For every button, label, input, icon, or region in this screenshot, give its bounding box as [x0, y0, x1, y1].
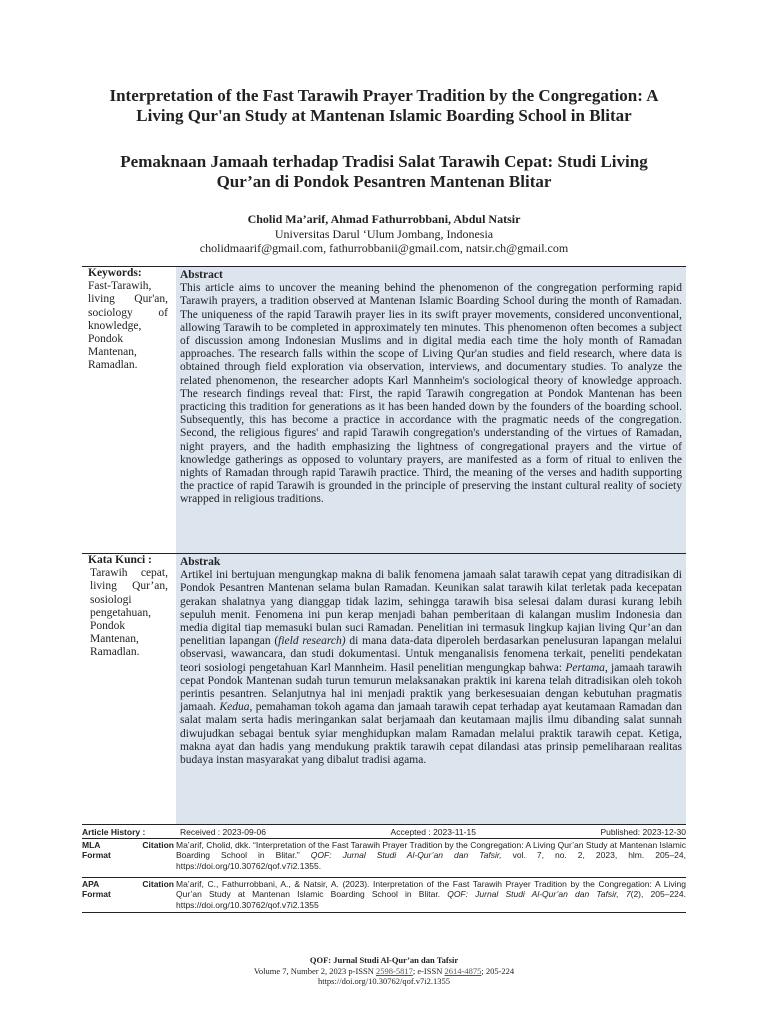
abstract-table [82, 266, 686, 825]
page-footer [150, 955, 618, 987]
footer-pissn-link[interactable]: 2598-5817 [376, 965, 413, 976]
apa-citation-text[interactable] [176, 879, 686, 910]
published-date: Published: 2023-12-30 [600, 827, 686, 837]
apa-label-c: Format [82, 889, 111, 900]
keywords-label: Keywords: [88, 267, 142, 279]
footer-volume: Volume 7, Number 2, 2023 p-ISSN [253, 965, 376, 976]
article-history-values [180, 827, 686, 837]
abstrak-part-2: di mana data-data diperoleh berdasarkan penelusuran lapangan melalui observasi, wawancara, dan studi dokumentasi. Untuk menganalisis fenomena terkait, peneliti pendekatan teori sosiologi pengetahuan Karl Mannheim. Hasil penelitian mengungkap bahwa: [180, 635, 683, 674]
mla-citation-row [82, 839, 686, 878]
mla-text-journal: QOF: Jurnal Studi Al-Qur’an dan Tafsir, [310, 850, 502, 861]
accepted-date: Accepted : 2023-11-15 [390, 827, 476, 837]
abstrak-emphasis-2: Pertama [565, 661, 605, 674]
keywords-text: Fast-Tarawih, living Qur'an, sociology of knowledge, Pondok Mantenan, Ramadlan. [88, 280, 168, 372]
article-history-row [82, 826, 686, 839]
apa-text-plain: Ma’arif, C., Fathurrobbani, A., & Natsir, A. (2023). Interpretation of the Fast Tarawih Prayer Tradition by the Congregation: A Living Qur’an Study at Mantenan Islamic Boarding School in Blitar. [176, 879, 686, 900]
indonesian-abstract-row [82, 554, 686, 825]
mla-citation-text[interactable] [176, 840, 686, 871]
apa-label [82, 879, 174, 900]
apa-label-b: Citation [142, 879, 174, 889]
author-emails[interactable]: cholidmaarif@gmail.com, fathurrobbanii@gmail.com, natsir.ch@gmail.com [199, 241, 569, 255]
footer-doi-link[interactable]: https://doi.org/10.30762/qof.v7i2.1355 [317, 976, 451, 986]
abstrak-part-3: , jamaah tarawih cepat Pondok Mantenan sudah turun temurun melaksanakan praktik ini karena telah ditradisikan oleh tokoh perintis pesantren. Selanjutnya hal ini menjadi praktik yang berkesesuaian dengan kebutuhan pragmatis jamaah. [180, 661, 682, 714]
indonesian-title: Pemaknaan Jamaah terhadap Tradisi Salat Tarawih Cepat: Studi Living Qur’an di Pondok Pesantren Mantenan Blitar [120, 152, 648, 191]
footer-eissn-link[interactable]: 2614-4875 [444, 965, 482, 976]
abstrak-text [180, 569, 682, 767]
abstract-label: Abstract [180, 269, 223, 281]
mla-label-c: Format [82, 850, 111, 861]
abstrak-part-4: , pemahaman tokoh agama dan jamaah tarawih cepat terhadap ayat keutamaan Ramadan dan salat malam serta hadis meringankan salat berjamaah dan keutamaan majlis ilmu dibanding salat sunnah diwujudkan sebagai bentuk syiar menghidupkan malam Ramadan melalui praktik tarawih cepat. Ketiga, makna ayat dan hadis yang mendukung praktik tarawih cepat dilandasi atas prinsip pemeliharaan realitas budaya instan masyarakat yang dibalut tradisi agama. [180, 701, 683, 767]
kata-kunci-label: Kata Kunci : [88, 554, 152, 566]
mla-text-plain: Ma’arif, Cholid, dkk. “Interpretation of the Fast Tarawih Prayer Tradition by the Congregation: A Living Qur’an Study at Mantenan Islamic Boarding School in Blitar.” [176, 840, 686, 861]
english-title: Interpretation of the Fast Tarawih Prayer Tradition by the Congregation: A Living Qur'an Study at Mantenan Islamic Boarding School in Blitar [109, 86, 659, 125]
author-affiliation: Universitas Darul ‘Ulum Jombang, Indonesia [274, 226, 494, 241]
apa-text-journal: QOF: Jurnal Studi Al-Qur’an dan Tafsir, 7 [447, 889, 631, 900]
kata-kunci-text: Tarawih cepat, living Qur’an, sosiologi pengetahuan, Pondok Mantenan, Ramadlan. [90, 567, 168, 659]
received-date: Received : 2023-09-06 [180, 827, 267, 837]
abstract-text: This article aims to uncover the meaning behind the phenomenon of the congregation performing rapid Tarawih prayers, a tradition observed at Mantenan Islamic Boarding School during the month of Ramadan. The uniqueness of the rapid Tarawih prayer lies in its swift prayer movements, considered unconventional, allowing Tarawih to be completed in approximately ten minutes. This phenomenon often becomes a subject of discussion among Indonesian Muslims and in digital media each time the holy month of Ramadan approaches. The research falls within the scope of Living Qur'an studies and field research, where data is obtained through field exploration via observation, interviews, and documentary studies. To analyze the related phenomenon, the researcher adopts Karl Mannheim's sociological theory of knowledge approach. The research findings reveal that: First, the rapid Tarawih congregation at Pondok Mantenan has been practicing this tradition for generations as it has been handed down by the founders of the boarding school. Subsequently, this has become a practice in accordance with the pragmatic needs of the congregation. Second, the religious figures' and rapid Tarawih congregation's understanding of the virtues of Ramadan, night prayers, and the hadith emphasizing the lightness of congregational prayers and the virtue of knowledge gatherings as opposed to voluntary prayers, are manifested as a form of ritual to enliven the nights of Ramadan through rapid Tarawih practice. Third, the meaning of the verses and hadith supporting the practice of rapid Tarawih is grounded in the principle of preserving the instant cultural reality of society wrapped in religious traditions. [180, 282, 682, 506]
mla-label [82, 840, 174, 861]
article-history-label: Article History : [82, 827, 146, 837]
apa-citation-row [82, 878, 686, 913]
mla-text-end: vol. 7, no. 2, 2023, hlm. 205–24, https://doi.org/10.30762/qof.v7i2.1355. [176, 850, 686, 871]
apa-label-a: APA [82, 879, 100, 889]
abstrak-column [176, 554, 686, 824]
footer-volume-line [150, 966, 618, 977]
footer-journal: QOF: Jurnal Studi Al-Qur’an dan Tafsir [309, 955, 459, 965]
abstrak-emphasis-3: Kedua [219, 701, 250, 714]
apa-text-end: (2), 205–224. https://doi.org/10.30762/qof.v7i2.1355 [176, 889, 686, 910]
abstrak-label: Abstrak [180, 556, 221, 568]
mla-label-b: Citation [142, 840, 174, 850]
article-metadata [82, 826, 686, 913]
kata-kunci-column [82, 554, 172, 660]
footer-pages: ; 205-224 [481, 965, 515, 976]
author-names: Cholid Ma’arif, Ahmad Fathurrobbani, Abdul Natsir [247, 212, 521, 226]
mla-label-a: MLA [82, 840, 101, 850]
english-abstract-row [82, 267, 686, 554]
abstrak-part-1: Artikel ini bertujuan mengungkap makna di balik fenomena jamaah salat tarawih cepat yang ditradisikan di Pondok Pesantren Mantenan selama bulan Ramadan. Keunikan salat tarawih kilat terletak pada kecepatan gerakan shalatnya yang dianggap tidak lazim, sehingga tarawih bisa selesai dalam durasi kurang lebih sepuluh menit. Fenomena ini pun kerap menjadi bahan pemberitaan di kalangan muslim Indonesia dan media digital tiap memasuki bulan suci Ramadan. Penelitian ini termasuk lingkup kajian living Qur’an dan penelitian lapangan ( [180, 569, 682, 648]
abstrak-emphasis-1: field research) [278, 635, 346, 648]
author-block [100, 212, 668, 256]
footer-eissn-prefix: ; e-ISSN [412, 965, 445, 976]
keywords-column [82, 267, 172, 373]
abstract-column [176, 267, 686, 553]
